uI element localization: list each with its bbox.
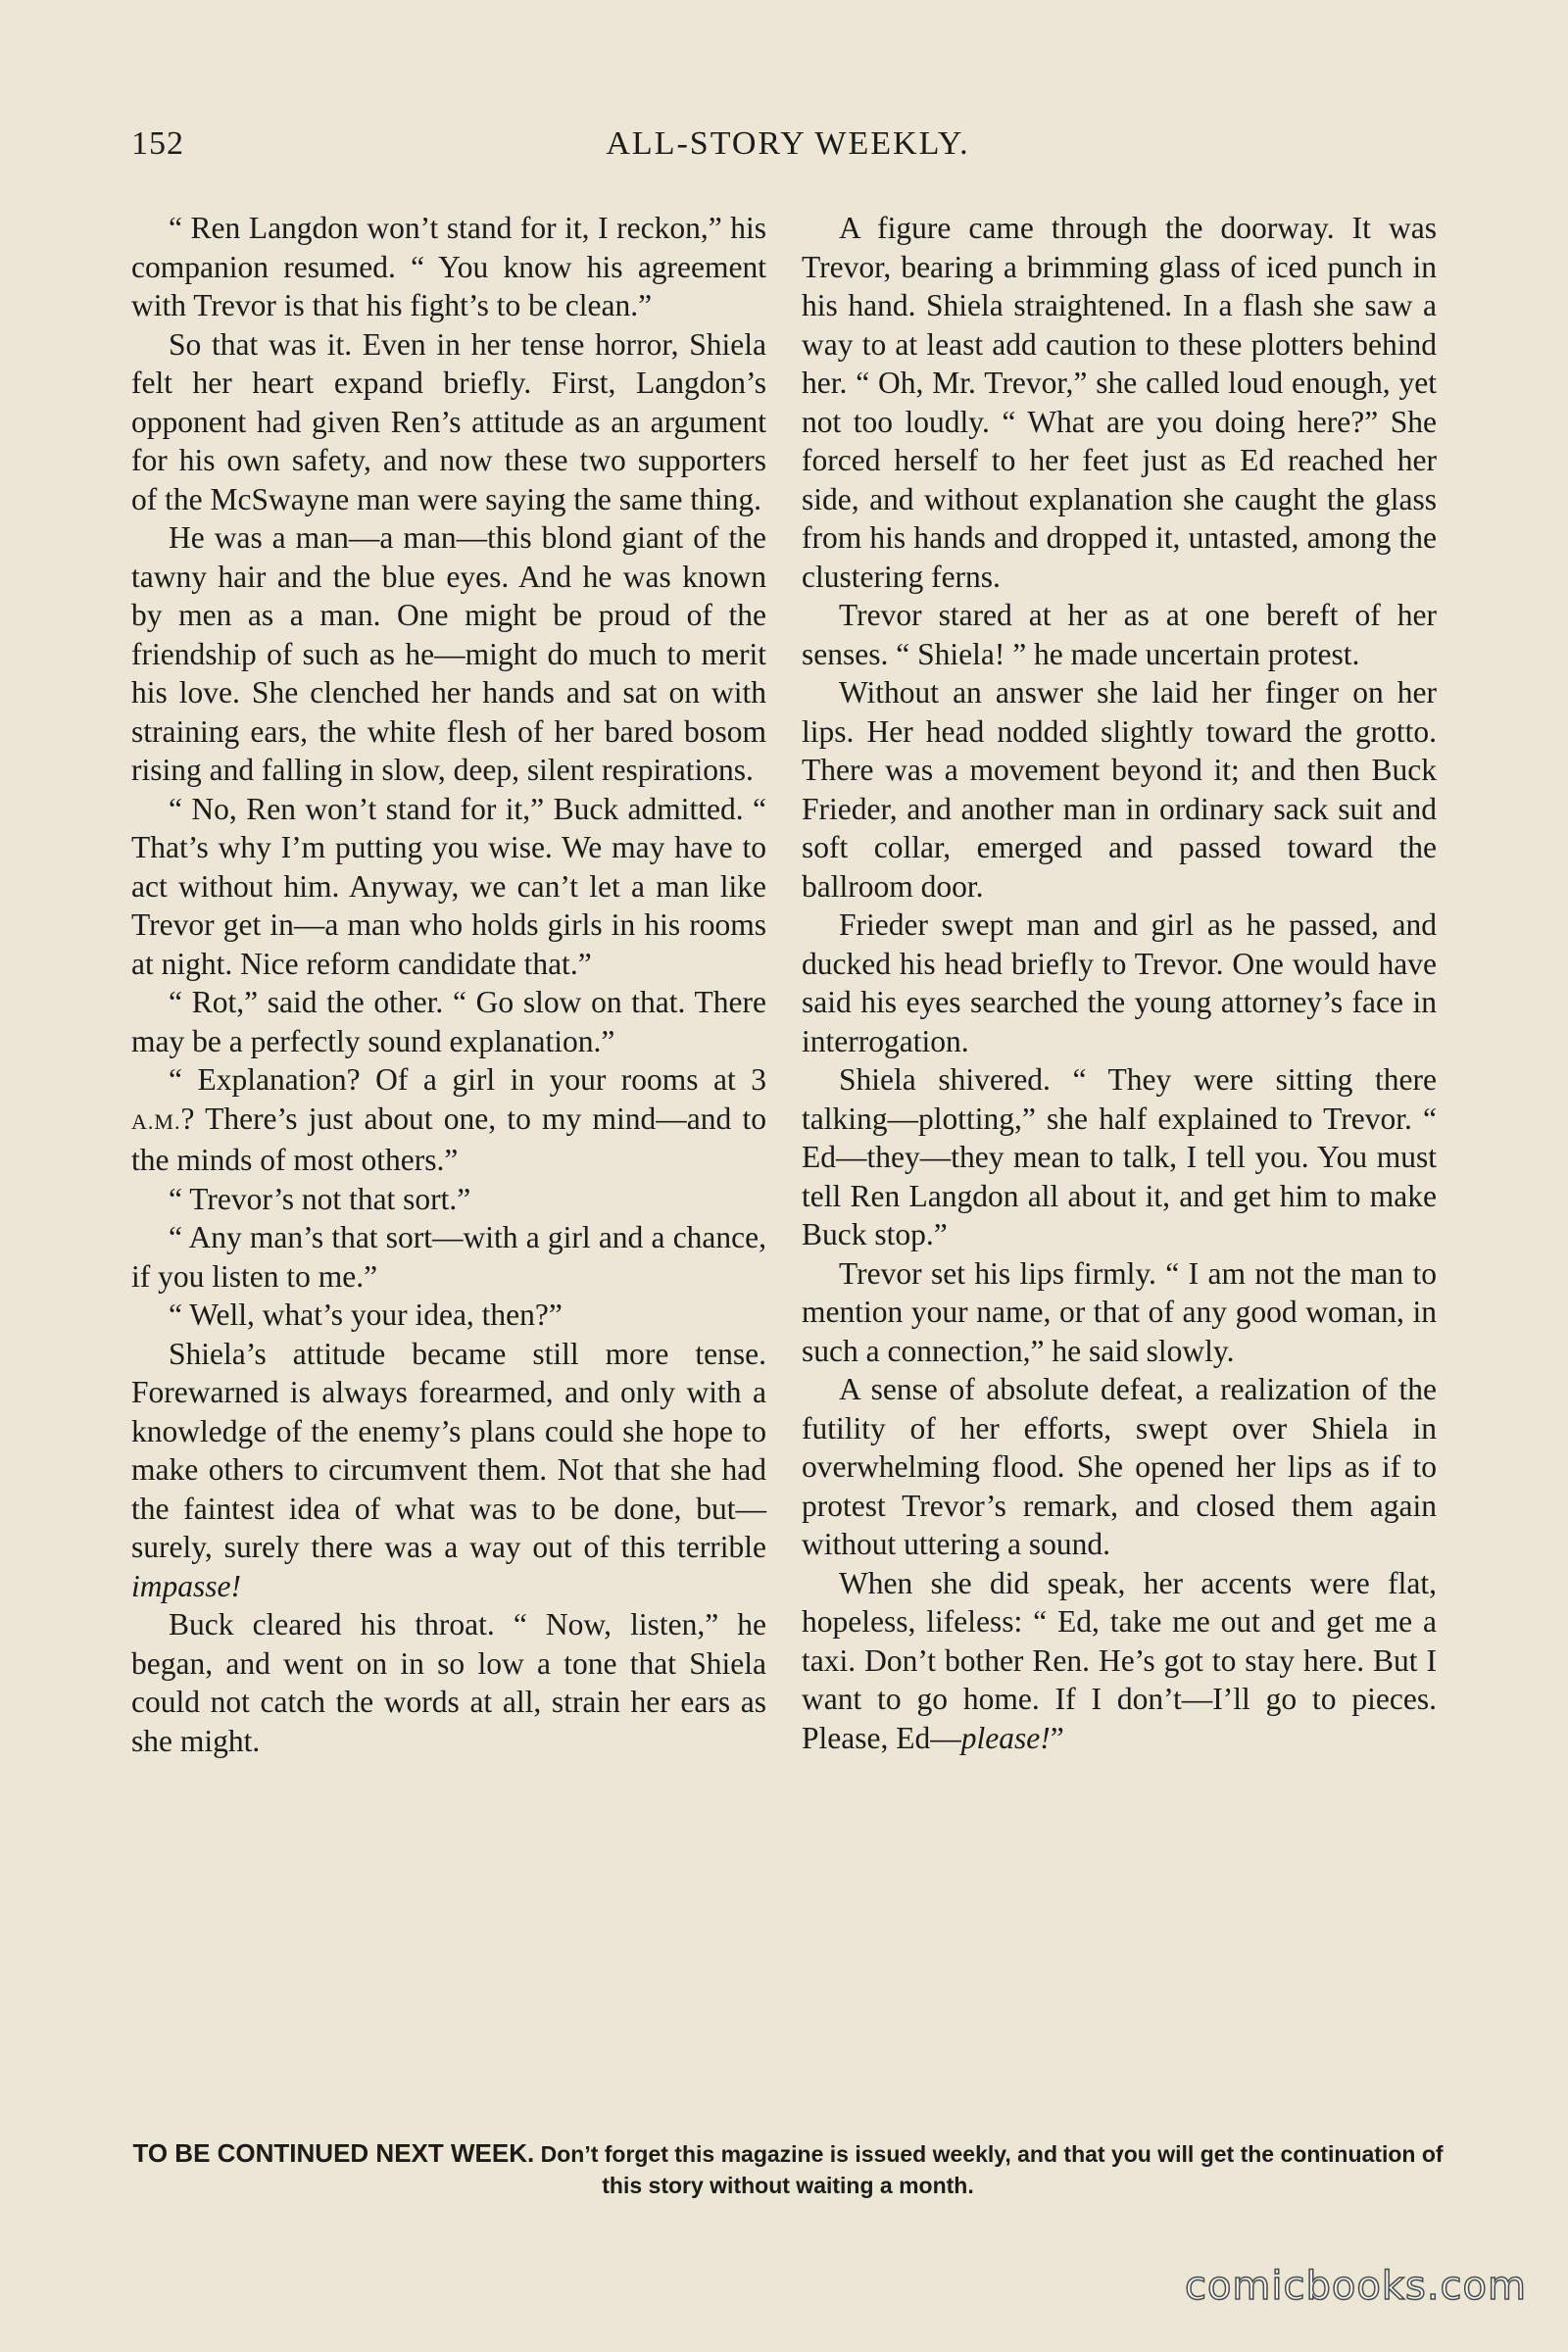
- paragraph: [131, 1060, 766, 1180]
- paragraph: Frieder swept man and girl as he passed, and ducked his head briefly to Trevor. One would have said his eyes searched the young attorney’s face in interrogation.: [802, 907, 1437, 1058]
- paragraph: A figure came through the doorway. It was Trevor, bearing a brimming glass of iced punch in his hand. Shiela straightened. In a flash she saw a way to at least add caution to these plotters behind her. “ Oh, Mr. Trevor,” she called loud enough, yet not too loudly. “ What are you doing here?” She forced herself to her feet just as Ed reached her side, and without explanation she caught the glass from his hands and dropped it, untasted, among the clustering ferns.: [802, 211, 1437, 594]
- paragraph: “ Ren Langdon won’t stand for it, I reckon,” his companion resumed. “ You know his agreement with Trevor is that his fight’s to be clean.”: [131, 211, 766, 322]
- page-number: 152: [131, 125, 184, 162]
- continued-next-week: TO BE CONTINUED NEXT WEEK.: [132, 2138, 535, 2168]
- small-caps-text: A.M.: [131, 1108, 181, 1134]
- paragraph: He was a man—a man—this blond giant of the tawny hair and the blue eyes. And he was known by men as a man. One might be proud of the friendship of such as he—might do much to merit his love. She clenched her hands and sat on with straining ears, the white flesh of her bared bosom rising and falling in slow, deep, silent respirations.: [131, 520, 766, 787]
- page-header: [131, 125, 1445, 184]
- magazine-title: ALL-STORY WEEKLY.: [606, 125, 970, 162]
- paragraph-text: “ Explanation? Of a girl in your rooms at 3: [169, 1062, 766, 1097]
- paragraph-text: ”: [1050, 1720, 1064, 1755]
- paragraph: So that was it. Even in her tense horror, Shiela felt her heart expand briefly. First, Langdon’s opponent had given Ren’s attitude as an argument for his own safety, and now these two supporters of the McSwayne man were saying the same thing.: [131, 326, 766, 516]
- paragraph: Shiela shivered. “ They were sitting there talking—plotting,” she half explained to Trevor. “ Ed—they—they mean to talk, I tell you. You must tell Ren Langdon all about it, and get him to make Buck stop.”: [802, 1062, 1437, 1251]
- italic-text: please!: [960, 1720, 1051, 1755]
- paragraph: [131, 1335, 766, 1606]
- paragraph: Trevor stared at her as at one bereft of her senses. “ Shiela! ” he made uncertain protest.: [802, 598, 1437, 671]
- weekly-reminder: Don’t forget this magazine is issued weekly, and that you will get the continuation of this story without waiting a month.: [540, 2141, 1444, 2198]
- italic-text: impasse!: [131, 1568, 241, 1603]
- paragraph: [802, 1564, 1437, 1758]
- paragraph: “ Rot,” said the other. “ Go slow on that. There may be a perfectly sound explanation.”: [131, 985, 766, 1058]
- paragraph: Without an answer she laid her finger on her lips. Her head nodded slightly toward the grotto. There was a movement beyond it; and then Buck Frieder, and another man in ordinary sack suit and soft collar, emerged and passed toward the ballroom door.: [802, 675, 1437, 904]
- paragraph-text: Shiela’s attitude became still more tense. Forewarned is always forearmed, and only with a knowledge of the enemy’s plans could she hope to make others to circumvent them. Not that she had the faintest idea of what was to be done, but—surely, surely there was a way out of this terrible: [131, 1336, 766, 1564]
- paragraph: “ Trevor’s not that sort.”: [169, 1181, 471, 1216]
- site-watermark: comicbooks.com: [1184, 2264, 1527, 2309]
- paragraph: “ Any man’s that sort—with a girl and a chance, if you listen to me.”: [131, 1220, 766, 1294]
- continuation-notice: [131, 2137, 1445, 2201]
- paragraph-text: When she did speak, her accents were flat, hopeless, lifeless: “ Ed, take me out and get me a taxi. Don’t bother Ren. He’s got to stay here. But I want to go home. If I don’t—I’ll go to pieces. Please, Ed—: [802, 1565, 1437, 1755]
- paragraph: A sense of absolute defeat, a realization of the futility of her efforts, swept over Shiela in overwhelming flood. She opened her lips as if to protest Trevor’s remark, and closed them again without uttering a sound.: [802, 1372, 1437, 1561]
- right-text-column: [802, 209, 1437, 1757]
- paragraph: “ No, Ren won’t stand for it,” Buck admitted. “ That’s why I’m putting you wise. We may have to act without him. Anyway, we can’t let a man like Trevor get in—a man who holds girls in his rooms at night. Nice reform candidate that.”: [131, 791, 766, 981]
- left-text-column: [131, 209, 766, 1760]
- paragraph: Buck cleared his throat. “ Now, listen,” he began, and went on in so low a tone that Shiela could not catch the words at all, strain her ears as she might.: [131, 1607, 766, 1758]
- paragraph: Trevor set his lips firmly. “ I am not the man to mention your name, or that of any good woman, in such a connection,” he said slowly.: [802, 1255, 1437, 1368]
- paragraph: “ Well, what’s your idea, then?”: [169, 1298, 563, 1332]
- paragraph-text: ? There’s just about one, to my mind—and to the minds of most others.”: [131, 1101, 766, 1177]
